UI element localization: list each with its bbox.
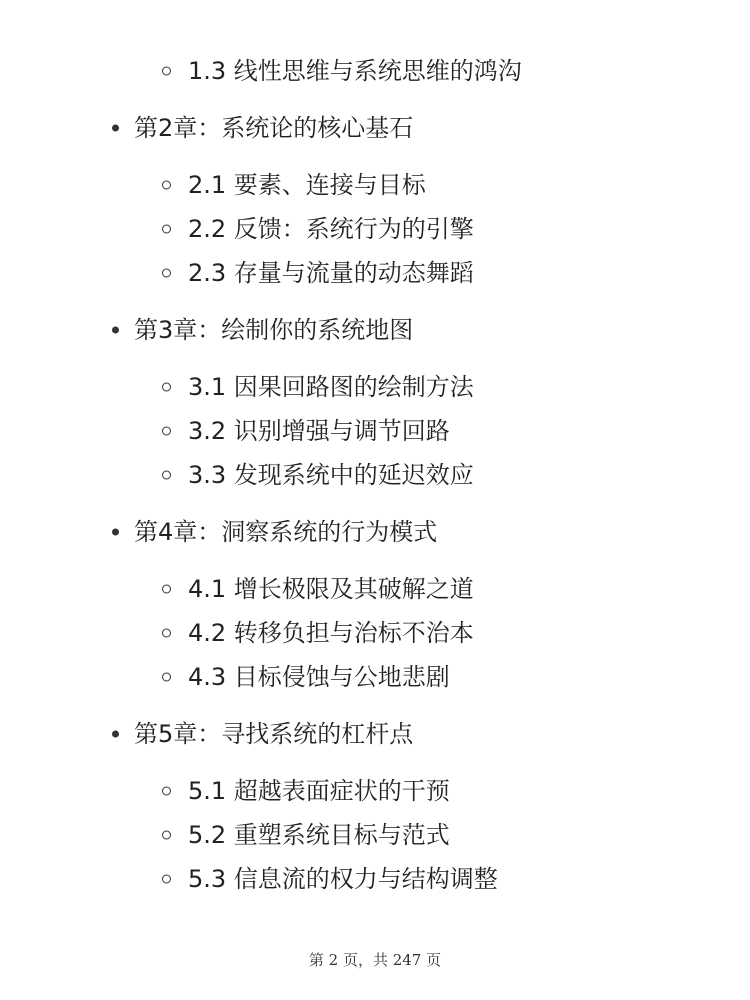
hollow-bullet-icon — [162, 225, 171, 234]
toc-section-label: 3.1 因果回路图的绘制方法 — [188, 373, 474, 401]
hollow-bullet-icon — [162, 181, 171, 190]
toc-section-label: 3.3 发现系统中的延迟效应 — [188, 461, 474, 489]
hollow-bullet-icon — [162, 673, 171, 682]
hollow-bullet-icon — [162, 585, 171, 594]
filled-bullet-icon — [112, 327, 119, 334]
toc-section-label: 2.2 反馈：系统行为的引擎 — [188, 215, 474, 243]
hollow-bullet-icon — [162, 629, 171, 638]
toc-section-label: 5.2 重塑系统目标与范式 — [188, 821, 450, 849]
filled-bullet-icon — [112, 731, 119, 738]
toc-section-label: 4.1 增长极限及其破解之道 — [188, 575, 474, 603]
toc-section-label: 5.1 超越表面症状的干预 — [188, 777, 450, 805]
toc-chapter-label: 第4章：洞察系统的行为模式 — [134, 518, 438, 546]
filled-bullet-icon — [112, 529, 119, 536]
hollow-bullet-icon — [162, 269, 171, 278]
toc-section-label: 2.3 存量与流量的动态舞蹈 — [188, 259, 474, 287]
page-footer: 第 2 页，共 247 页 — [308, 951, 442, 969]
hollow-bullet-icon — [162, 67, 171, 76]
hollow-bullet-icon — [162, 875, 171, 884]
toc-section-label: 4.2 转移负担与治标不治本 — [188, 619, 474, 647]
hollow-bullet-icon — [162, 427, 171, 436]
hollow-bullet-icon — [162, 831, 171, 840]
toc-chapter-label: 第3章：绘制你的系统地图 — [134, 316, 414, 344]
toc-section-label: 5.3 信息流的权力与结构调整 — [188, 865, 498, 893]
toc-chapter-label: 第2章：系统论的核心基石 — [134, 114, 414, 142]
toc-section-label: 3.2 识别增强与调节回路 — [188, 417, 450, 445]
toc-section-label: 2.1 要素、连接与目标 — [188, 171, 426, 199]
toc-section-label: 4.3 目标侵蚀与公地悲剧 — [188, 663, 450, 691]
toc-chapter-label: 第5章：寻找系统的杠杆点 — [134, 720, 414, 748]
filled-bullet-icon — [112, 125, 119, 132]
hollow-bullet-icon — [162, 383, 171, 392]
toc-section-label: 1.3 线性思维与系统思维的鸿沟 — [188, 57, 522, 85]
hollow-bullet-icon — [162, 471, 171, 480]
hollow-bullet-icon — [162, 787, 171, 796]
